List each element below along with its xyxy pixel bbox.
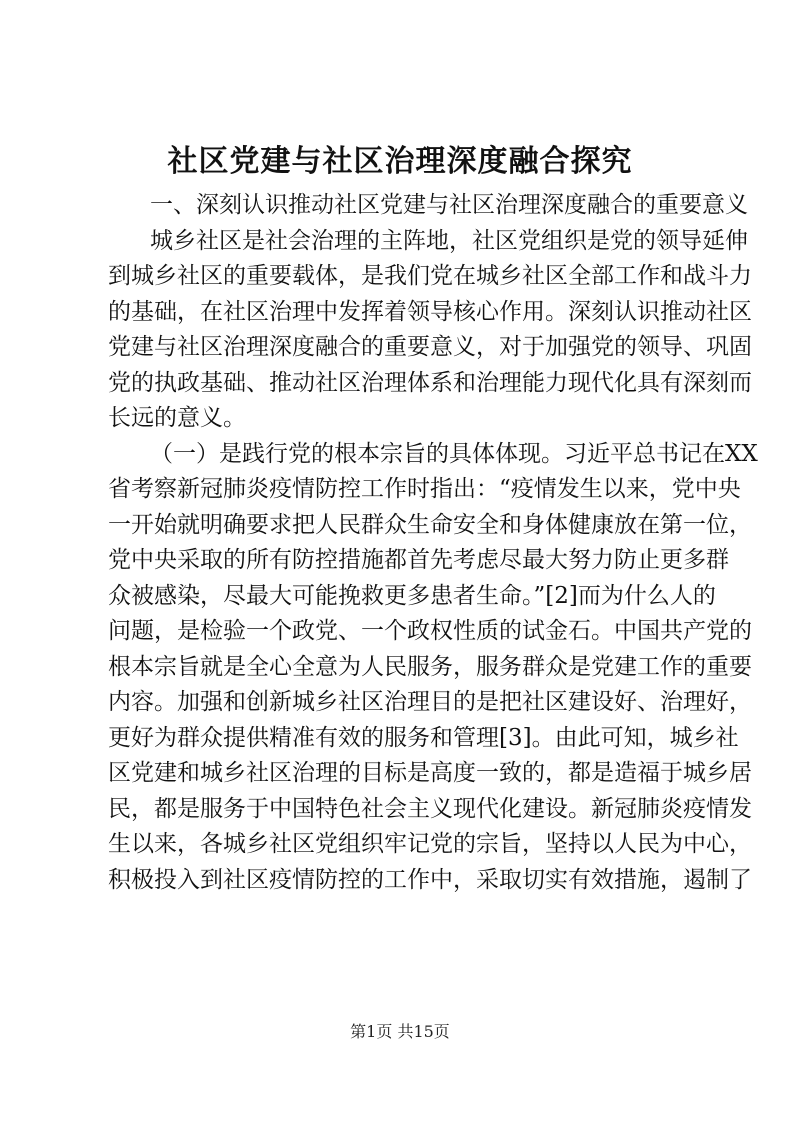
paragraph-line: 城乡社区是社会治理的主阵地，社区党组织是党的领导延伸	[150, 227, 748, 254]
paragraph-line: 党中央采取的所有防控措施都首先考虑尽最大努力防止更多群	[108, 547, 729, 573]
page-footer: 第1页 共15页	[350, 1022, 450, 1041]
paragraph-line: 的基础，在社区治理中发挥着领导核心作用。深刻认识推动社区	[108, 298, 752, 325]
paragraph-line: 众被感染，尽最大可能挽救更多患者生命。”[2]而为什么人的	[108, 582, 716, 609]
paragraph-line: 省考察新冠肺炎疫情防控工作时指出：“疫情发生以来，党中央	[108, 476, 741, 502]
document-body	[108, 188, 758, 898]
paragraph-line: 长远的意义。	[108, 405, 246, 431]
paragraph-line: 一开始就明确要求把人民群众生命安全和身体健康放在第一位，	[108, 511, 752, 538]
paragraph-line: 生以来，各城乡社区党组织牢记党的宗旨，坚持以人民为中心，	[108, 831, 752, 857]
paragraph-line: 区党建和城乡社区治理的目标是高度一致的，都是造福于城乡居	[108, 760, 752, 786]
paragraph-line: 到城乡社区的重要载体，是我们党在城乡社区全部工作和战斗力	[108, 263, 752, 289]
paragraph-line: 内容。加强和创新城乡社区治理目的是把社区建设好、治理好，	[108, 689, 752, 715]
paragraph-line: 党的执政基础、推动社区治理体系和治理能力现代化具有深刻而	[108, 369, 752, 396]
document-title: 社区党建与社区治理深度融合探究	[167, 144, 633, 179]
section-heading: 一、深刻认识推动社区党建与社区治理深度融合的重要意义	[150, 192, 748, 218]
paragraph-line: 根本宗旨就是全心全意为人民服务，服务群众是党建工作的重要	[108, 653, 752, 680]
paragraph-line: 积极投入到社区疫情防控的工作中，采取切实有效措施，遏制了	[108, 866, 752, 893]
paragraph-line: 民，都是服务于中国特色社会主义现代化建设。新冠肺炎疫情发	[108, 795, 752, 822]
paragraph-line: （一）是践行党的根本宗旨的具体体现。习近平总书记在XX	[150, 440, 758, 467]
paragraph-line: 党建与社区治理深度融合的重要意义，对于加强党的领导、巩固	[108, 334, 752, 360]
paragraph-line: 问题，是检验一个政党、一个政权性质的试金石。中国共产党的	[108, 618, 752, 644]
paragraph-line: 更好为群众提供精准有效的服务和管理[3]。由此可知，城乡社	[108, 724, 739, 751]
